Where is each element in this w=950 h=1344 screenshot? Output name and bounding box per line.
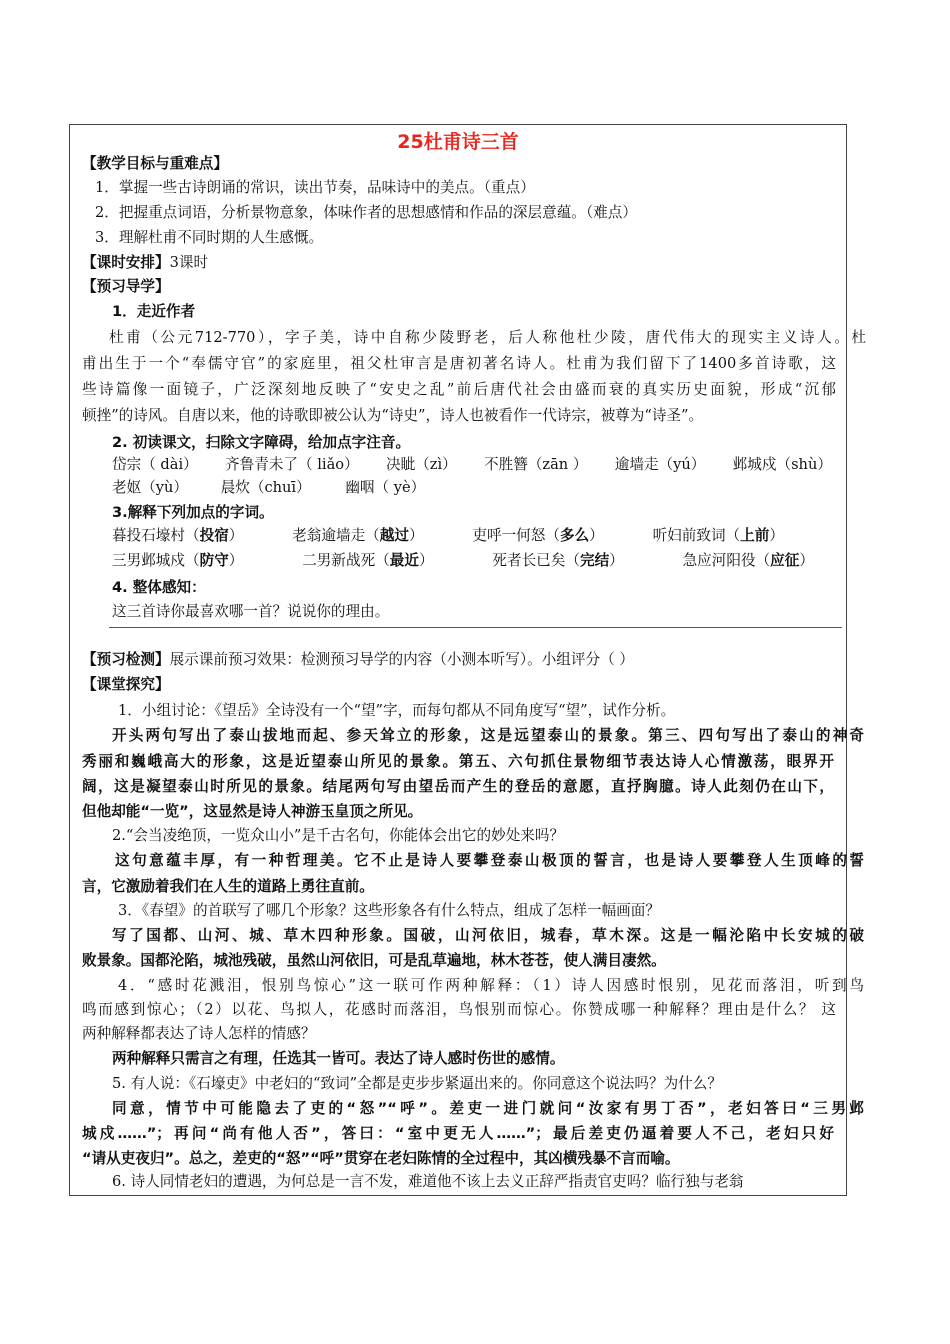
pinyin-row [112, 478, 425, 498]
answer-1-line: 开头两句写出了泰山拔地而起、参天耸立的形象，这是远望泰山的景象。第三、四句写出了泰山的神奇 [112, 727, 864, 744]
pinyin-heading: 2. 初读课文，扫除文字障碍，给加点字注音。 [112, 434, 411, 451]
explain-row [112, 526, 784, 546]
pinyin-item: 决眦（zì） [385, 456, 457, 473]
explain-item: 三男邺城戍（防守） [112, 552, 244, 569]
whole-text: 这三首诗你最喜欢哪一首？说说你的理由。 [112, 603, 390, 620]
question-2: 2.“会当凌绝顶，一览众山小”是千古名句，你能体会出它的妙处来吗？ [112, 827, 565, 844]
pinyin-item: 逾墙走（yú） [614, 456, 706, 473]
question-4-line: 4．“感时花溅泪，恨别鸟惊心”这一联可作两种解释：（1）诗人因感时恨别，见花而落泪，听到鸟 [118, 977, 864, 994]
author-paragraph-line: 甫出生于一个“奉儒守官”的家庭里，祖父杜审言是唐初著名诗人。杜甫为我们留下了1400多首诗歌，这 [82, 355, 836, 372]
objective-item: 1．掌握一些古诗朗诵的常识，读出节奏，品味诗中的美点。（重点） [95, 179, 535, 196]
schedule-line [82, 253, 208, 273]
author-paragraph-line: 些诗篇像一面镜子，广泛深刻地反映了“安史之乱”前后唐代社会由盛而衰的真实历史面貌，形成“沉郁 [82, 381, 836, 398]
explain-item: 听妇前致词（上前） [652, 527, 784, 544]
pinyin-item: 老妪（yù） [112, 479, 189, 496]
answer-1-line: 但他却能“一览”，这显然是诗人神游玉皇顶之所见。 [82, 803, 423, 820]
preview-heading: 【预习导学】 [82, 278, 170, 295]
explain-item: 急应河阳役（应征） [682, 552, 814, 569]
answer-1-line: 阔，这是凝望泰山时所见的景象。结尾两句写由望岳而产生的登岳的意愿，直抒胸臆。诗人此刻仍在山下， [82, 778, 834, 795]
question-5: 5. 有人说：《石壕吏》中老妇的“致词”全都是吏步步紧逼出来的。你同意这个说法吗？为什么？ [112, 1075, 722, 1092]
schedule-value: 3课时 [169, 254, 209, 271]
answer-3-line: 写了国都、山河、城、草木四种形象。国破，山河依旧，城春，草木深。这是一幅沦陷中长安城的破 [112, 927, 864, 944]
question-6: 6. 诗人同情老妇的遭遇，为何总是一言不发，难道他不该上去义正辞严指责官吏吗？临行独与老翁 [112, 1173, 744, 1190]
check-line [82, 650, 634, 670]
explain-item: 死者长已矣（完结） [492, 552, 624, 569]
pinyin-item: 齐鲁青未了（ liǎo） [225, 456, 359, 473]
explain-item: 二男新战死（最近） [302, 552, 434, 569]
answer-5-line: 城戍……”；再问“尚有他人否”，答曰：“室中更无人……”；最后差吏仍逼着要人不己，老妇只好 [82, 1125, 834, 1142]
objective-item: 2．把握重点词语，分析景物意象，体味作者的思想感情和作品的深层意蕴。（难点） [95, 204, 637, 221]
whole-heading: 4. 整体感知： [112, 579, 206, 596]
explain-item: 吏呼一何怒（多么） [472, 527, 604, 544]
page-title: 25杜甫诗三首 [397, 131, 519, 153]
answer-1-line: 秀丽和巍峨高大的形象，这是近望泰山所见的景象。第五、六句抓住景物细节表达诗人心情激荡，眼界开 [82, 753, 834, 770]
explain-item: 老翁逾墙走（越过） [292, 527, 424, 544]
pinyin-item: 岱宗（ dài） [112, 456, 198, 473]
objectives-heading: 【教学目标与重难点】 [82, 155, 228, 172]
schedule-heading: 【课时安排】 [82, 254, 170, 271]
answer-2-line: 这句意蕴丰厚，有一种哲理美。它不止是诗人要攀登泰山极顶的誓言，也是诗人要攀登人生顶峰的誓 [115, 852, 864, 869]
objective-item: 3．理解杜甫不同时期的人生感慨。 [95, 229, 324, 246]
author-heading: 1．走近作者 [112, 303, 196, 320]
answer-4: 两种解释只需言之有理，任选其一皆可。表达了诗人感时伤世的感情。 [112, 1050, 565, 1067]
author-paragraph-line: 杜甫（公元712-770），字子美，诗中自称少陵野老，后人称他杜少陵，唐代伟大的现实主义诗人。杜 [109, 329, 866, 346]
author-paragraph-line: 顿挫”的诗风。自唐以来，他的诗歌即被公认为“诗史”，诗人也被看作一代诗宗，被尊为“诗圣”。 [82, 407, 704, 424]
check-heading: 【预习检测】 [82, 651, 170, 668]
pinyin-item: 晨炊（chuī） [220, 479, 311, 496]
explain-heading: 3.解释下列加点的字词。 [112, 504, 274, 521]
answer-5-line: 同意，情节中可能隐去了吏的“怒”“呼”。差吏一进门就问“汝家有男丁否”，老妇答曰“三男邺 [112, 1100, 864, 1117]
explain-item: 暮投石壕村（投宿） [112, 527, 244, 544]
question-4-line: 鸣而感到惊心；（2）以花、鸟拟人，花感时而落泪，鸟恨别而惊心。你赞成哪一种解释？理由是什么？ 这 [82, 1001, 836, 1018]
answer-5-line: “请从吏夜归”。总之，差吏的“怒”“呼”贯穿在老妇陈情的全过程中，其凶横残暴不言而喻。 [82, 1150, 680, 1167]
answer-3-line: 败景象。国都沦陷，城池残破，虽然山河依旧，可是乱草遍地，林木苍苍，使人满目凄然。 [82, 952, 666, 969]
explore-heading: 【课堂探究】 [82, 676, 170, 693]
question-4-line: 两种解释都表达了诗人怎样的情感？ [82, 1025, 316, 1042]
question-1: 1．小组讨论：《望岳》全诗没有一个“望”字，而每句都从不同角度写“望”，试作分析。 [118, 702, 676, 719]
pinyin-item: 幽咽（ yè） [345, 479, 426, 496]
check-text: 展示课前预习效果：检测预习导学的内容（小测本听写）。小组评分（ ） [169, 651, 634, 668]
explain-row [112, 551, 814, 571]
pinyin-row [112, 455, 832, 475]
question-3: 3．《春望》的首联写了哪几个形象？这些形象各有什么特点，组成了怎样一幅画面？ [118, 902, 660, 919]
answer-2-line: 言，它激励着我们在人生的道路上勇往直前。 [82, 878, 374, 895]
divider [109, 627, 842, 628]
pinyin-item: 不胜簪（zān ） [484, 456, 588, 473]
pinyin-item: 邺城戍（shù） [732, 456, 832, 473]
